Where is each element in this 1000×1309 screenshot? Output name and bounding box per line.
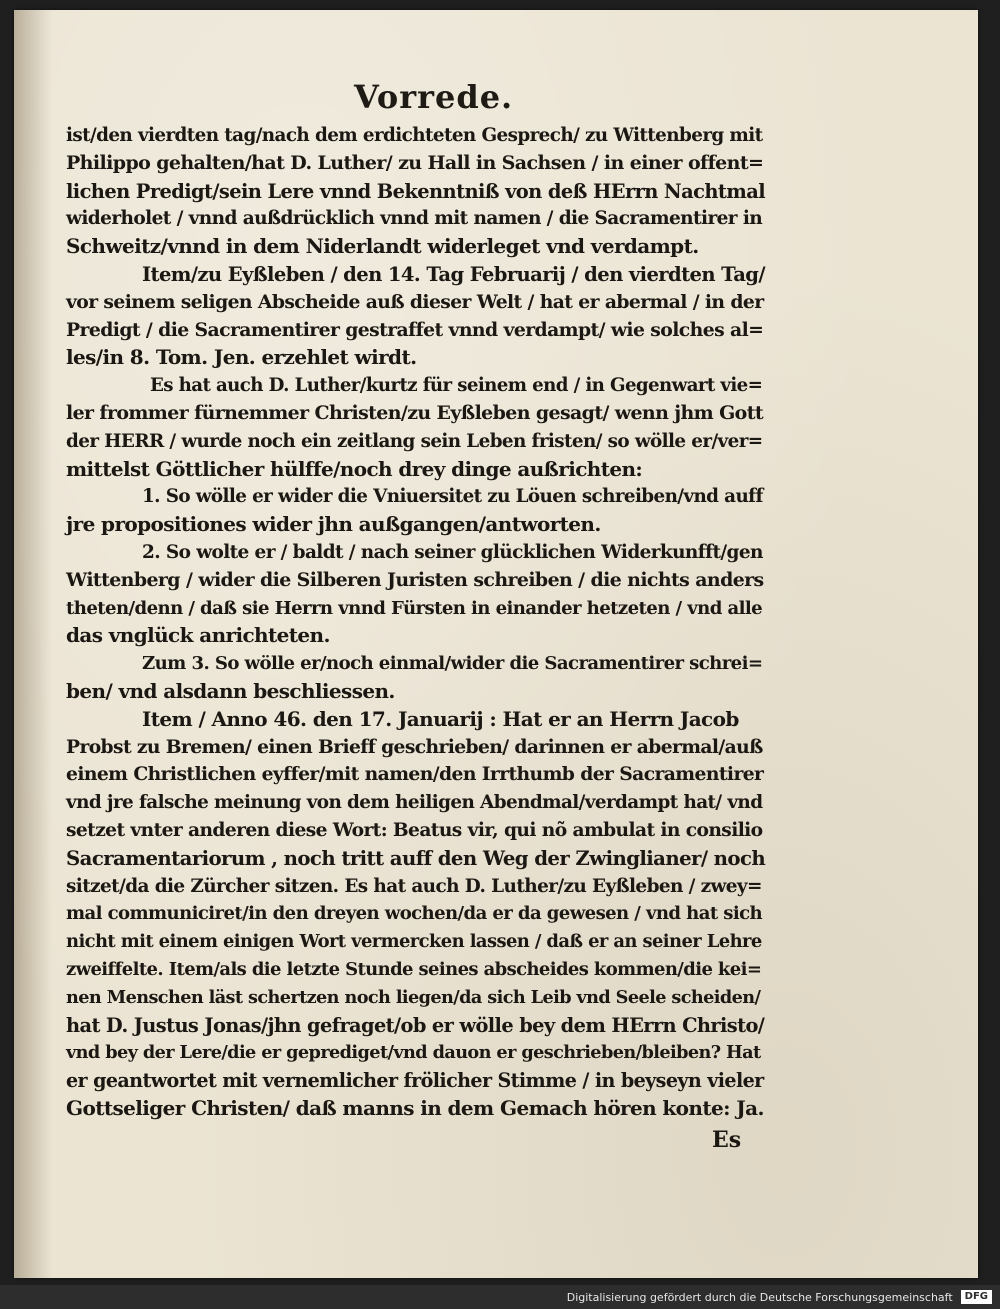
text-line: Probst zu Bremen/ einen Brieff geschrieben/ darinnen er abermal/auß [66,735,763,758]
text-line: Sacramentariorum , noch tritt auff den Weg der Zwinglianer/ noch [66,845,766,870]
text-line: Schweitz/vnnd in dem Niderlandt widerleget vnd verdampt. [66,234,699,259]
footer-bar [0,1285,1000,1309]
text-line: nen Menschen läst schertzen noch liegen/da sich Leib vnd Seele scheiden/ [66,986,761,1008]
text-line: ler frommer fürnemmer Christen/zu Eyßleben gesagt/ wenn jhm Gott [66,401,764,424]
text-line: lichen Predigt/sein Lere vnnd Bekenntniß von deß HErrn Nachtmal [66,179,765,203]
text-line: mal communiciret/in den dreyen wochen/da er da gewesen / vnd hat sich [66,903,763,925]
text-line: hat D. Justus Jonas/jhn gefraget/ob er wölle bey dem HErrn Christo/ [66,1013,765,1037]
catchword: Es [712,1127,742,1153]
body-text [66,122,766,1123]
text-line: vor seinem seligen Abscheide auß dieser Welt / hat er abermal / in der [66,290,764,313]
footer-credit: Digitalisierung gefördert durch die Deutsche Forschungsgemeinschaft [566,1290,953,1304]
text-line: jre propositiones wider jhn außgangen/antworten. [66,512,601,537]
text-line: Gottseliger Christen/ daß manns in dem Gemach hören konte: Ja. [66,1095,764,1120]
text-line: Es hat auch D. Luther/kurtz für seinem end / in Gegenwart vie= [150,375,763,397]
text-line: vnd jre falsche meinung von dem heiligen Abendmal/verdampt hat/ vnd [66,792,763,814]
text-line: sitzet/da die Zürcher sitzen. Es hat auch D. Luther/zu Eyßleben / zwey= [66,875,762,897]
text-line: einem Christlichen eyffer/mit namen/den Irrthumb der Sacramentirer [66,763,764,786]
text-line: Item/zu Eyßleben / den 14. Tag Februarij / den vierdten Tag/ [142,262,765,286]
text-line: ist/den vierdten tag/nach dem erdichteten Gesprech/ zu Wittenberg mit [66,125,763,146]
text-line: er geantwortet mit vernemlicher frölicher Stimme / in beyseyn vieler [66,1069,764,1093]
text-line: setzet vnter anderen diese Wort: Beatus vir, qui nõ ambulat in consilio [66,818,763,841]
text-line: ben/ vnd alsdann beschliessen. [66,678,395,703]
text-line: der HERR / wurde noch ein zeitlang sein Leben fristen/ so wölle er/ver= [66,430,763,452]
text-line: das vnglück anrichteten. [66,623,330,648]
text-line: zweiffelte. Item/als die letzte Stunde seines abscheides kommen/die kei= [66,958,762,980]
text-line: widerholet / vnnd außdrücklich vnnd mit namen / die Sacramentirer in [66,208,763,230]
text-line: 1. So wölle er wider die Vniuersitet zu Löuen schreiben/vnd auff [142,486,763,508]
text-line: les/in 8. Tom. Jen. erzehlet wirdt. [66,345,417,370]
text-line: theten/denn / daß sie Herrn vnnd Fürsten in einander hetzeten / vnd alle [66,597,763,619]
running-header: Vorrede. [354,78,514,116]
text-line: vnd bey der Lere/die er geprediget/vnd dauon er geschrieben/bleiben? Hat [66,1042,761,1064]
text-line: Predigt / die Sacramentirer gestraffet vnnd verdampt/ wie solches al= [66,318,764,341]
book-page [14,10,978,1278]
text-line: 2. So wolte er / baldt / nach seiner glücklichen Widerkunfft/gen [142,541,763,563]
text-line: nicht mit einem einigen Wort vermercken lassen / daß er an seiner Lehre [66,931,762,953]
dfg-logo: DFG [961,1290,992,1304]
text-line: Zum 3. So wölle er/noch einmal/wider die Sacramentirer schrei= [142,653,763,675]
page-gutter-shadow [14,10,52,1278]
text-line: Item / Anno 46. den 17. Januarij : Hat er an Herrn Jacob [142,706,739,731]
text-line: mittelst Göttlicher hülffe/noch drey dinge außrichten: [66,456,643,481]
text-line: Wittenberg / wider die Silberen Juristen schreiben / die nichts anders [66,568,764,591]
text-line: Philippo gehalten/hat D. Luther/ zu Hall in Sachsen / in einer offent= [66,151,764,174]
